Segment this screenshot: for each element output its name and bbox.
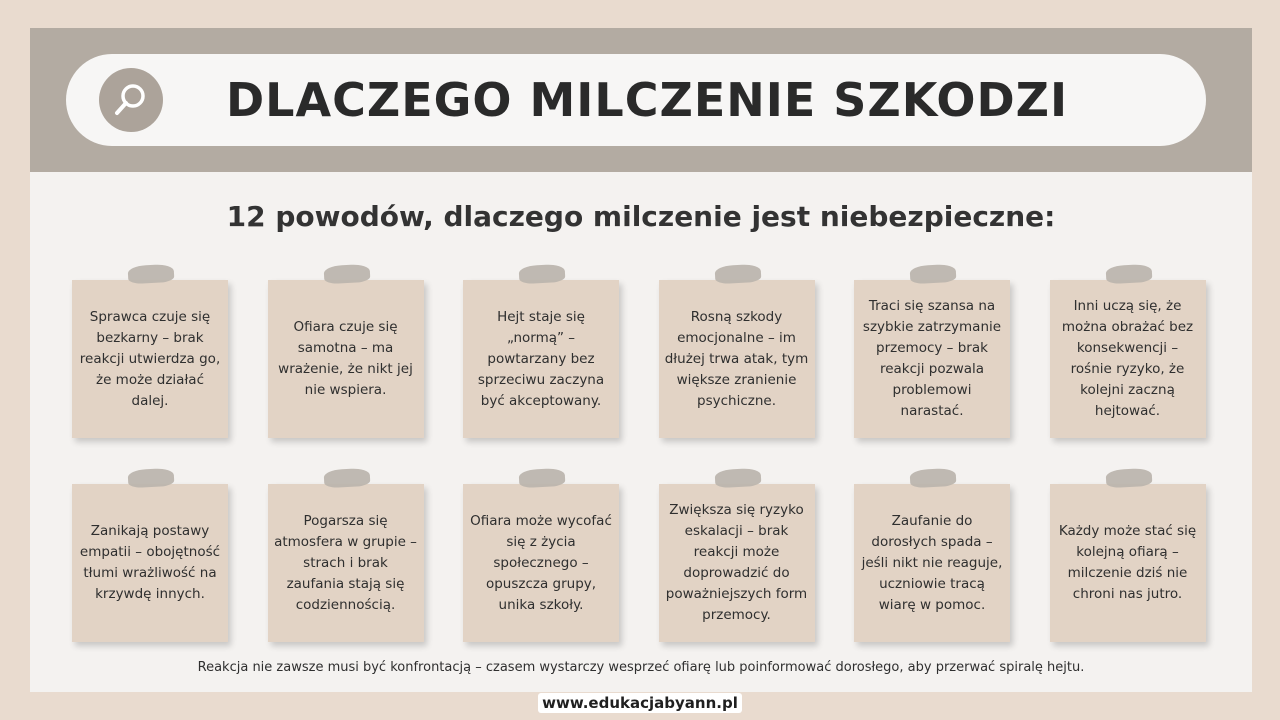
tape-decoration [714,468,761,488]
website-url [0,694,1280,712]
note-card [72,484,228,642]
note-text: Traci się szansa na szybkie zatrzymanie przemocy – brak reakcji pozwala problemowi narastać. [862,298,1002,419]
note-card [854,484,1010,642]
note-card [463,280,619,438]
subtitle: 12 powodów, dlaczego milczenie jest niebezpieczne: [226,200,1056,233]
note-card [72,280,228,438]
header-band [30,28,1252,172]
tape-decoration [1105,468,1152,488]
note-card [659,484,815,642]
note-text: Ofiara czuje się samotna – ma wrażenie, że nikt jej nie wspiera. [278,319,413,398]
note-card [268,280,424,438]
note-card [268,484,424,642]
note-text: Inni uczą się, że można obrażać bez konsekwencji – rośnie ryzyko, że kolejni zaczną hejtować. [1061,298,1194,419]
note-text: Zanikają postawy empatii – obojętność tłumi wrażliwość na krzywdę innych. [79,523,221,602]
tape-decoration [714,264,761,284]
note-text: Sprawca czuje się bezkarny – brak reakcji utwierdza go, że może działać dalej. [79,308,221,409]
tape-decoration [910,264,957,284]
tape-decoration [323,264,370,284]
note-card [1050,280,1206,438]
tape-decoration [910,468,957,488]
search-bar [66,54,1206,146]
footer-note: Reakcja nie zawsze musi być konfrontacją – czasem wystarczy wesprzeć ofiarę lub poinformować dorosłego, aby przerwać spiralę hejtu. [197,660,1085,675]
page-title: DLACZEGO MILCZENIE SZKODZI [226,73,1069,127]
note-card [854,280,1010,438]
note-text: Ofiara może wycofać się z życia społecznego – opuszcza grupy, unika szkoły. [470,512,612,613]
note-text: Pogarsza się atmosfera w grupie – strach i brak zaufania stają się codziennością. [274,512,417,613]
note-text: Zaufanie do dorosłych spada – jeśli nikt nie reaguje, uczniowie tracą wiarę w pomoc. [861,512,1003,613]
website-text: www.edukacjabyann.pl [538,693,742,713]
note-text: Hejt staje się „normą” – powtarzany bez sprzeciwu zaczyna być akceptowany. [477,308,605,409]
note-card [659,280,815,438]
note-text: Rosną szkody emocjonalne – im dłużej trwa atak, tym większe zranienie psychiczne. [664,308,809,409]
notes-grid [72,280,1212,642]
note-text: Zwiększa się ryzyko eskalacji – brak reakcji może doprowadzić do poważniejszych form przemocy. [665,502,808,623]
tape-decoration [128,468,175,488]
note-card [463,484,619,642]
tape-decoration [323,468,370,488]
note-card [1050,484,1206,642]
tape-decoration [1105,264,1152,284]
tape-decoration [519,468,566,488]
tape-decoration [128,264,175,284]
tape-decoration [519,264,566,284]
main-panel [30,28,1252,692]
note-text: Każdy może stać się kolejną ofiarą – milczenie dziś nie chroni nas jutro. [1058,523,1197,602]
search-icon [99,68,163,132]
